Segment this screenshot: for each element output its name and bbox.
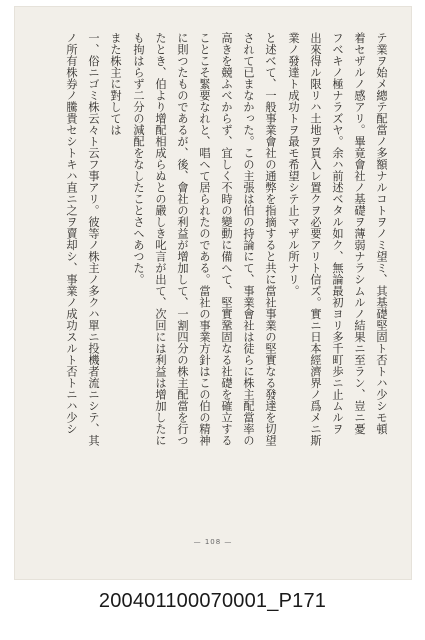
text-column: 業ノ發達ト成功トヲ最モ希望シテ止マザル所ナリ。 xyxy=(287,32,300,297)
text-column: 一、俗ニゴミ株云々ト云フ事アリ。彼等ノ株主ノ多クハ單ニ投機者流ニシテ、其 xyxy=(87,32,100,446)
text-column: テ業ヲ始メ總テ配當ノ多額ナルコトヲノミ望ミ、其基礎堅固ト否トハ少シモ頓 xyxy=(375,32,388,435)
book-page xyxy=(14,6,412,580)
text-column: 高きを競ふべからず、宜しく不時の變動に備へて、堅實鞏固なる社礎を確立する xyxy=(220,32,233,446)
text-column: も拘はらず二分の減配をなしたことさへあつた。 xyxy=(132,32,145,285)
text-column: 出來得ル限リハ土地ヲ買入レ置クヲ必要アリト信ズ。實ニ日本經濟界ノ爲メニ斯 xyxy=(309,32,322,446)
text-column: 着セザルノ感アリ。畢竟會社ノ基礎ヲ薄弱ナラシムルノ結果ニ至ラン、豈ニ憂 xyxy=(353,32,366,435)
text-column: ノ所有株券ノ騰貴セシトキハ直ニ之ヲ賣却シ、事業ノ成功スルト否トニハ少シ xyxy=(65,32,78,435)
archive-id-caption: 200401100070001_P171 xyxy=(98,590,327,612)
text-column: と述べて、一般事業會社の通弊を指摘すると共に當社事業の堅實なる發達を切望 xyxy=(264,32,277,446)
vertical-text-block xyxy=(44,32,389,518)
text-column: フベキノ極ナラズヤ。余ハ前述ベタル如ク、無論最初ヨリ多千町歩ニ止ムルヲ xyxy=(331,32,344,435)
text-column: ことこそ緊要なれと、唱へて居られたのである。當社の事業方針はこの伯の精神 xyxy=(198,32,211,446)
text-column: たとき、伯より增配相成らぬとの嚴しき叱言が出て、次回には利益は增加したに xyxy=(154,32,167,446)
text-column: に則つたものであるが、後、會社の利益が增加して、一割四分の株主配當を行つ xyxy=(176,32,189,446)
text-column: また株主に對しては xyxy=(109,32,122,136)
page-number: — 108 — xyxy=(193,538,233,546)
text-column: されて已まなかった。この主張は伯の持論にて、事業會社は徒らに株主配當率の xyxy=(242,32,255,446)
